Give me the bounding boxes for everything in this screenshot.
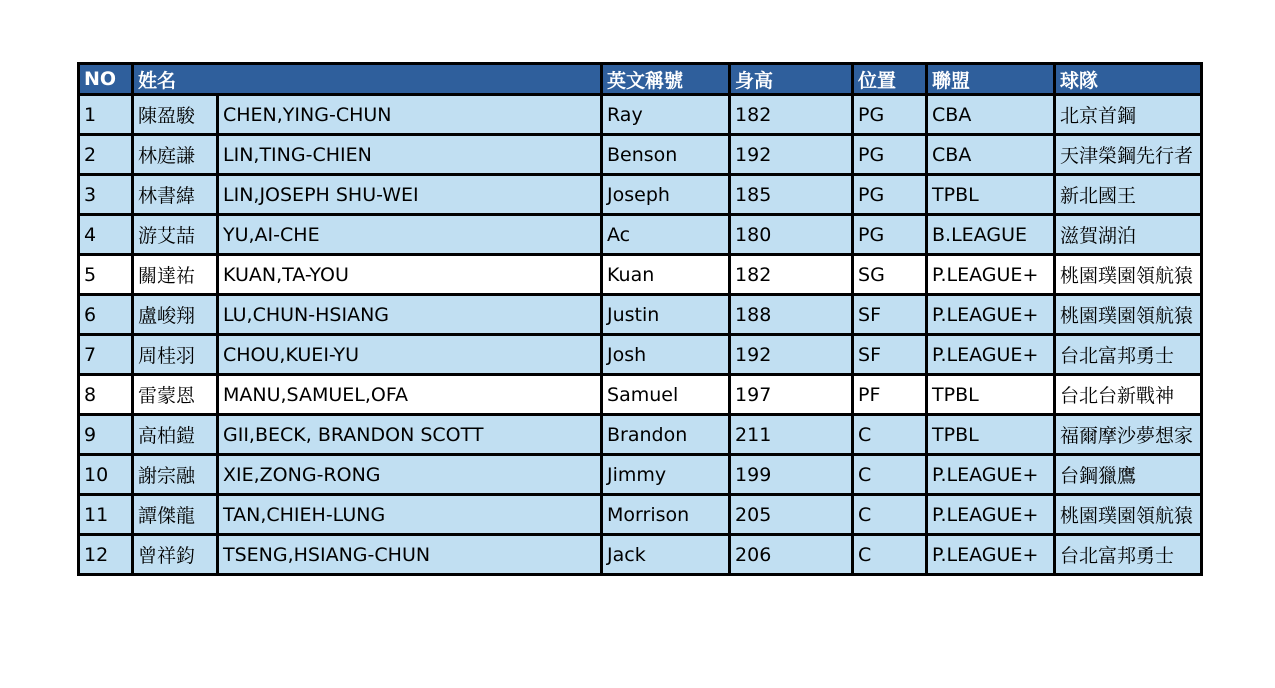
cell-nickname: Kuan: [602, 255, 730, 295]
cell-team: 滋賀湖泊: [1055, 215, 1202, 255]
cell-name-en: MANU,SAMUEL,OFA: [218, 375, 602, 415]
roster-body: [79, 95, 1202, 575]
cell-no: 4: [79, 215, 133, 255]
cell-nickname: Ray: [602, 95, 730, 135]
cell-team: 北京首鋼: [1055, 95, 1202, 135]
cell-height: 192: [730, 335, 853, 375]
cell-no: 12: [79, 535, 133, 575]
cell-position: PF: [853, 375, 927, 415]
cell-position: C: [853, 535, 927, 575]
cell-team: 台北富邦勇士: [1055, 335, 1202, 375]
cell-name-en: CHOU,KUEI-YU: [218, 335, 602, 375]
cell-height: 180: [730, 215, 853, 255]
cell-name-zh: 謝宗融: [133, 455, 218, 495]
header-name: 姓名: [133, 64, 602, 95]
cell-league: CBA: [927, 95, 1055, 135]
cell-team: 天津榮鋼先行者: [1055, 135, 1202, 175]
cell-height: 182: [730, 255, 853, 295]
cell-no: 5: [79, 255, 133, 295]
cell-nickname: Morrison: [602, 495, 730, 535]
cell-name-en: KUAN,TA-YOU: [218, 255, 602, 295]
cell-name-en: TSENG,HSIANG-CHUN: [218, 535, 602, 575]
cell-height: 205: [730, 495, 853, 535]
cell-nickname: Josh: [602, 335, 730, 375]
cell-team: 台北富邦勇士: [1055, 535, 1202, 575]
cell-height: 182: [730, 95, 853, 135]
cell-league: P.LEAGUE+: [927, 535, 1055, 575]
cell-name-zh: 雷蒙恩: [133, 375, 218, 415]
cell-position: C: [853, 495, 927, 535]
cell-nickname: Jimmy: [602, 455, 730, 495]
cell-name-zh: 盧峻翔: [133, 295, 218, 335]
cell-league: TPBL: [927, 175, 1055, 215]
cell-nickname: Benson: [602, 135, 730, 175]
cell-name-zh: 高柏鎧: [133, 415, 218, 455]
header-position: 位置: [853, 64, 927, 95]
cell-team: 台北台新戰神: [1055, 375, 1202, 415]
cell-no: 9: [79, 415, 133, 455]
cell-name-zh: 周桂羽: [133, 335, 218, 375]
cell-name-en: CHEN,YING-CHUN: [218, 95, 602, 135]
cell-height: 192: [730, 135, 853, 175]
table-row: [79, 215, 1202, 255]
table-row: [79, 255, 1202, 295]
cell-team: 桃園璞園領航猿: [1055, 295, 1202, 335]
cell-league: TPBL: [927, 415, 1055, 455]
cell-name-zh: 關達祐: [133, 255, 218, 295]
cell-name-zh: 陳盈駿: [133, 95, 218, 135]
table-row: [79, 95, 1202, 135]
cell-league: P.LEAGUE+: [927, 495, 1055, 535]
cell-position: SF: [853, 295, 927, 335]
cell-no: 8: [79, 375, 133, 415]
cell-name-zh: 游艾喆: [133, 215, 218, 255]
cell-no: 2: [79, 135, 133, 175]
cell-nickname: Justin: [602, 295, 730, 335]
table-row: [79, 175, 1202, 215]
table-row: [79, 375, 1202, 415]
roster-table: [77, 62, 1203, 576]
cell-league: P.LEAGUE+: [927, 295, 1055, 335]
cell-name-en: TAN,CHIEH-LUNG: [218, 495, 602, 535]
cell-no: 6: [79, 295, 133, 335]
header-no: NO: [79, 64, 133, 95]
cell-name-en: GII,BECK, BRANDON SCOTT: [218, 415, 602, 455]
cell-league: CBA: [927, 135, 1055, 175]
cell-position: SF: [853, 335, 927, 375]
cell-team: 桃園璞園領航猿: [1055, 495, 1202, 535]
cell-name-en: XIE,ZONG-RONG: [218, 455, 602, 495]
header-nickname: 英文稱號: [602, 64, 730, 95]
cell-no: 3: [79, 175, 133, 215]
cell-position: PG: [853, 135, 927, 175]
cell-nickname: Brandon: [602, 415, 730, 455]
cell-position: PG: [853, 215, 927, 255]
cell-position: PG: [853, 175, 927, 215]
header-row: [79, 64, 1202, 95]
cell-no: 7: [79, 335, 133, 375]
cell-league: P.LEAGUE+: [927, 255, 1055, 295]
cell-name-zh: 林庭謙: [133, 135, 218, 175]
table-row: [79, 535, 1202, 575]
cell-height: 197: [730, 375, 853, 415]
header-team: 球隊: [1055, 64, 1202, 95]
header-league: 聯盟: [927, 64, 1055, 95]
cell-height: 188: [730, 295, 853, 335]
cell-name-en: LIN,TING-CHIEN: [218, 135, 602, 175]
cell-name-en: LU,CHUN-HSIANG: [218, 295, 602, 335]
cell-position: C: [853, 415, 927, 455]
cell-no: 10: [79, 455, 133, 495]
cell-position: C: [853, 455, 927, 495]
cell-nickname: Joseph: [602, 175, 730, 215]
table-row: [79, 335, 1202, 375]
cell-team: 福爾摩沙夢想家: [1055, 415, 1202, 455]
cell-league: TPBL: [927, 375, 1055, 415]
cell-height: 206: [730, 535, 853, 575]
cell-league: B.LEAGUE: [927, 215, 1055, 255]
table-row: [79, 295, 1202, 335]
header-height: 身高: [730, 64, 853, 95]
cell-name-zh: 林書緯: [133, 175, 218, 215]
cell-name-zh: 譚傑龍: [133, 495, 218, 535]
cell-nickname: Samuel: [602, 375, 730, 415]
table-row: [79, 495, 1202, 535]
table-row: [79, 455, 1202, 495]
cell-height: 211: [730, 415, 853, 455]
cell-no: 11: [79, 495, 133, 535]
cell-name-en: YU,AI-CHE: [218, 215, 602, 255]
cell-height: 199: [730, 455, 853, 495]
cell-team: 桃園璞園領航猿: [1055, 255, 1202, 295]
cell-team: 台鋼獵鷹: [1055, 455, 1202, 495]
cell-nickname: Ac: [602, 215, 730, 255]
table-row: [79, 415, 1202, 455]
cell-name-zh: 曾祥鈞: [133, 535, 218, 575]
cell-nickname: Jack: [602, 535, 730, 575]
table-row: [79, 135, 1202, 175]
cell-height: 185: [730, 175, 853, 215]
cell-position: SG: [853, 255, 927, 295]
cell-team: 新北國王: [1055, 175, 1202, 215]
cell-no: 1: [79, 95, 133, 135]
cell-name-en: LIN,JOSEPH SHU-WEI: [218, 175, 602, 215]
cell-position: PG: [853, 95, 927, 135]
cell-league: P.LEAGUE+: [927, 455, 1055, 495]
cell-league: P.LEAGUE+: [927, 335, 1055, 375]
